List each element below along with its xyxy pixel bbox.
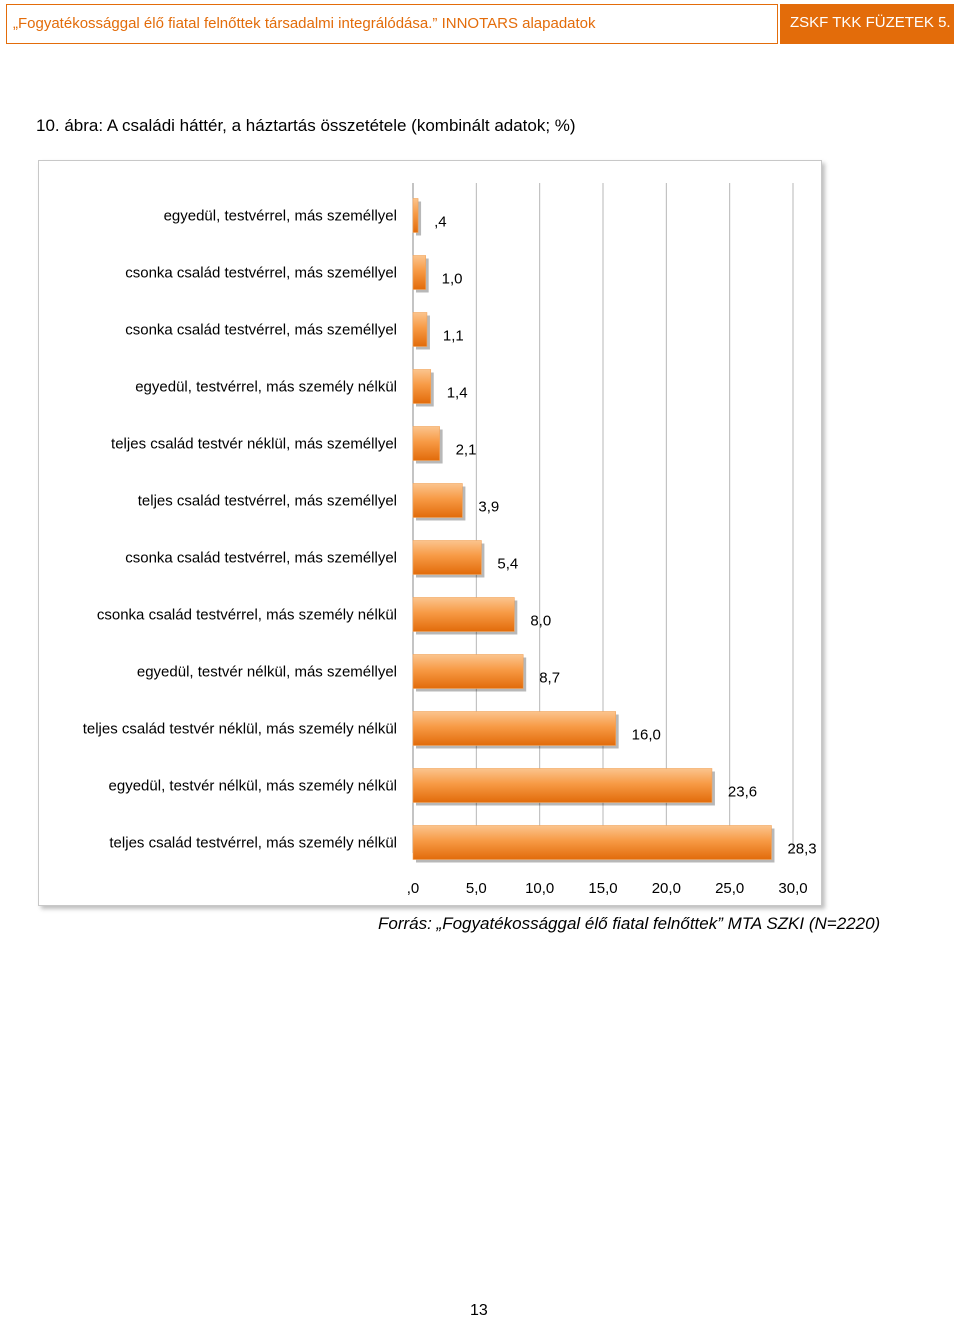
category-label: teljes család testvérrel, más személlyel (137, 492, 397, 510)
bar (413, 370, 431, 404)
x-tick-label: 20,0 (651, 880, 681, 897)
bar (413, 655, 523, 689)
category-label: egyedül, testvér nélkül, más személlyel (136, 663, 397, 681)
data-label: 16,0 (631, 726, 661, 744)
data-label: 8,7 (539, 669, 561, 687)
category-label: teljes család testvér néklül, más személlyel (111, 435, 397, 453)
data-label: 5,4 (497, 555, 519, 573)
bar (413, 769, 712, 803)
header-series-label: ZSKF TKK FÜZETEK 5. (780, 4, 954, 44)
bar (413, 598, 514, 632)
bar (413, 199, 418, 233)
chart-frame (38, 160, 822, 906)
category-label: teljes család testvérrel, más személy nélkül (109, 834, 397, 852)
category-label: csonka család testvérrel, más személy nélkül (96, 606, 397, 624)
bar (413, 484, 462, 518)
x-tick-label: 10,0 (525, 880, 555, 897)
category-label: egyedül, testvér nélkül, más személy nélkül (108, 777, 397, 795)
category-label: egyedül, testvérrel, más személlyel (163, 207, 397, 225)
header-title: „Fogyatékossággal élő fiatal felnőttek társadalmi integrálódása.” INNOTARS alapadatok (6, 4, 778, 44)
source-note: Forrás: „Fogyatékossággal élő fiatal felnőttek” MTA SZKI (N=2220) (378, 914, 881, 933)
category-label: csonka család testvérrel, más személlyel (125, 549, 397, 567)
data-label: 1,1 (442, 327, 464, 345)
data-label: ,4 (434, 213, 447, 231)
page-header (0, 0, 960, 48)
data-label: 2,1 (455, 441, 477, 459)
bar-chart (39, 161, 823, 907)
bar (413, 427, 440, 461)
bar (413, 712, 616, 746)
data-label: 23,6 (727, 783, 758, 801)
bar (413, 313, 427, 347)
data-label: 1,4 (446, 384, 468, 402)
x-tick-label: 25,0 (715, 880, 745, 897)
x-tick-label: ,0 (406, 880, 420, 897)
data-label: 8,0 (530, 612, 552, 630)
bar (413, 826, 771, 860)
data-label: 28,3 (787, 840, 817, 858)
x-tick-label: 15,0 (588, 880, 618, 897)
data-label: 3,9 (478, 498, 500, 516)
category-label: teljes család testvér néklül, más személy nélkül (82, 720, 397, 738)
figure-title: 10. ábra: A családi háttér, a háztartás összetétele (kombinált adatok; %) (36, 116, 576, 135)
bar (413, 541, 481, 575)
category-label: csonka család testvérrel, más személlyel (125, 264, 397, 282)
x-tick-label: 5,0 (465, 880, 487, 897)
x-tick-label: 30,0 (778, 880, 808, 897)
bar (413, 256, 426, 290)
category-label: csonka család testvérrel, más személlyel (125, 321, 397, 339)
page-number: 13 (470, 1302, 488, 1319)
data-label: 1,0 (441, 270, 463, 288)
category-label: egyedül, testvérrel, más személy nélkül (135, 378, 397, 396)
